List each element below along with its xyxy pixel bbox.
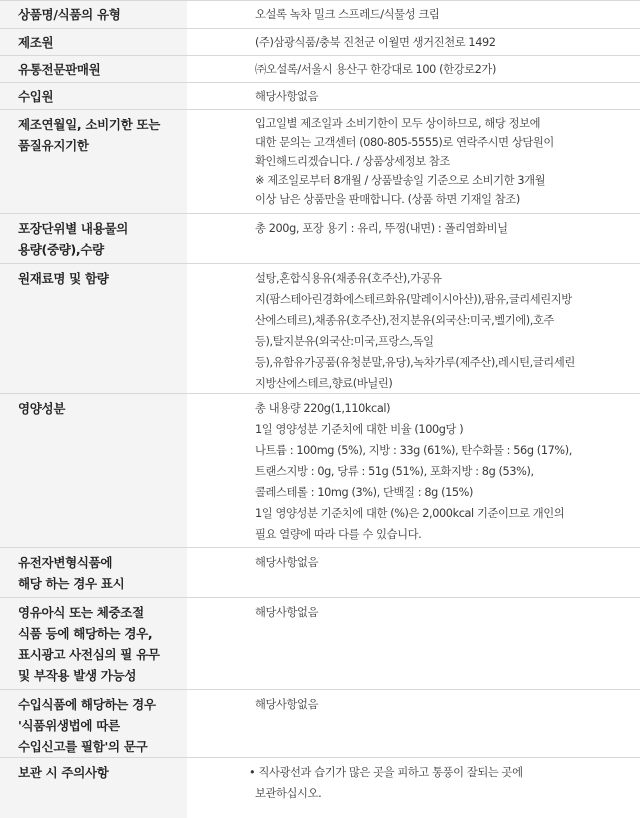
row-value: 해당사항없음 (255, 90, 319, 103)
row-value: ㈜오설록/서울시 용산구 한강대로 100 (한강로2가) (255, 63, 496, 76)
row-gmo (0, 548, 640, 598)
row-distributor (0, 56, 640, 83)
row-label: 유전자변형식품에 해당 하는 경우 표시 (0, 548, 187, 597)
row-label: 원재료명 및 함량 (0, 264, 187, 393)
row-value: 총 200g, 포장 용기 : 유리, 뚜껑(내면) : 폴리염화비닐 (255, 222, 508, 235)
row-value: 해당사항없음 (255, 698, 319, 711)
row-label: 보관 시 주의사항 (0, 758, 187, 818)
row-value: 총 내용량 220g(1,110kcal) 1일 영양성분 기준치에 대한 비율 (100g당 ) 나트륨 : 100mg (5%), 지방 : 33g (61%), 탄수화물 : 56g (17%), 트랜스지방 : 0g, 당류 : 51g (51%), 포화지방 : 8g (53%), 콜레스테롤 : 10mg (3%), 단백질 : 8g (15%) 1일 영양성분 기준치에 대한 (%)은 2,000kcal 기준이므로 개인의 필요 열량에 따라 다를 수 있습니다. (255, 402, 572, 541)
row-import-food (0, 690, 640, 758)
row-value: 해당사항없음 (255, 606, 319, 619)
row-label: 영양성분 (0, 394, 187, 547)
row-label: 제조연월일, 소비기한 또는 품질유지기한 (0, 110, 187, 213)
row-value: 오설록 녹차 밀크 스프레드/식물성 크림 (255, 8, 440, 21)
row-product-name (0, 1, 640, 29)
row-label: 유통전문판매원 (0, 56, 187, 82)
row-label: 포장단위별 내용물의 용량(중량),수량 (0, 214, 187, 263)
row-manufacturer (0, 29, 640, 56)
row-value: • 직사광선과 습기가 많은 곳을 피하고 통풍이 잘되는 곳에 보관하십시오. (249, 766, 523, 800)
row-ingredients (0, 264, 640, 394)
row-label: 수입식품에 해당하는 경우 '식품위생법에 따른 수입신고를 필함'의 문구 (0, 690, 187, 757)
row-package-size (0, 214, 640, 264)
row-value: 설탕,혼합식용유(채종유(호주산),가공유 지(팜스테아린경화에스테르화유(말레이시아산)),팜유,글리세린지방 산에스테르),채종유(호주산),전지분유(외국산:미국,벨기에),호주 등),탈지분유(외국산:미국,프랑스,독일 등),유함유가공품(유청분말,유당),녹차가루(제주산),레시틴,글리세린 지방산에스테르,향료(바닐린) (255, 272, 575, 390)
row-label: 영유아식 또는 체중조절 식품 등에 해당하는 경우, 표시광고 사전심의 필 유무 및 부작용 발생 가능성 (0, 598, 187, 689)
row-storage (0, 758, 640, 818)
row-label: 수입원 (0, 83, 187, 109)
row-value: 해당사항없음 (255, 556, 319, 569)
row-label: 제조원 (0, 29, 187, 55)
row-infant-diet (0, 598, 640, 690)
row-nutrition (0, 394, 640, 548)
row-importer (0, 83, 640, 110)
row-label: 상품명/식품의 유형 (0, 1, 187, 28)
row-value: 입고일별 제조일과 소비기한이 모두 상이하므로, 해당 정보에 대한 문의는 고객센터 (080-805-5555)로 연락주시면 상담원이 확인해드리겠습니다. / 상품상세정보 참조 ※ 제조일로부터 8개월 / 상품발송일 기준으로 소비기한 3개월 이상 남은 상품만을 판매합니다. (상품 하면 기재일 참조) (255, 117, 554, 206)
row-expiry (0, 110, 640, 214)
row-value: (주)삼광식품/충북 진천군 이월면 생거진천로 1492 (255, 36, 496, 49)
